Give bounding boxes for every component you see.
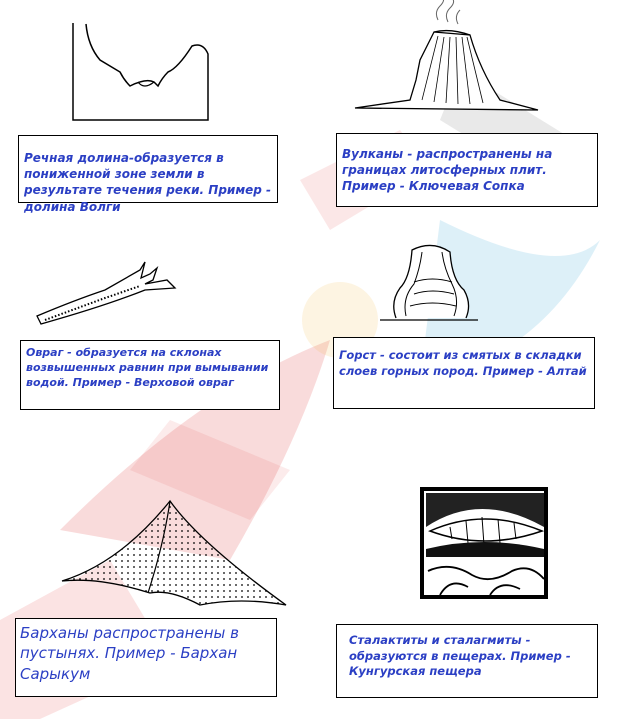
river-valley-text: Речная долина-образуется в пониженной зоне земли в результате течения реки. Пример - долина Волги bbox=[24, 151, 272, 214]
river-valley-illustration bbox=[70, 20, 220, 130]
horst-text: Горст - состоит из смятых в складки слоев горных пород. Пример - Алтай bbox=[339, 348, 587, 378]
volcano-text: Вулканы - распространены на границах литосферных плит. Пример - Ключевая Сопка bbox=[342, 147, 553, 194]
stalactites-text: Сталактиты и сталагмиты - образуются в пещерах. Пример - Кунгурская пещера bbox=[349, 633, 571, 679]
volcano-illustration bbox=[350, 0, 540, 115]
ravine-text: Овраг - образуется на склонах возвышенных равнин при вымывании водой. Пример - Верховой овраг bbox=[26, 346, 269, 389]
horst-card bbox=[333, 337, 595, 409]
ravine-card bbox=[20, 340, 280, 410]
barkhan-card bbox=[15, 618, 277, 697]
cave-illustration bbox=[420, 487, 550, 602]
volcano-card bbox=[336, 133, 598, 207]
barkhan-illustration bbox=[60, 493, 290, 613]
ravine-illustration bbox=[35, 258, 185, 333]
river-valley-card bbox=[18, 135, 278, 214]
horst-illustration bbox=[380, 238, 480, 323]
barkhan-text: Барханы распространены в пустынях. Пример - Бархан Сарыкум bbox=[20, 624, 239, 683]
stalactites-card bbox=[336, 624, 598, 698]
